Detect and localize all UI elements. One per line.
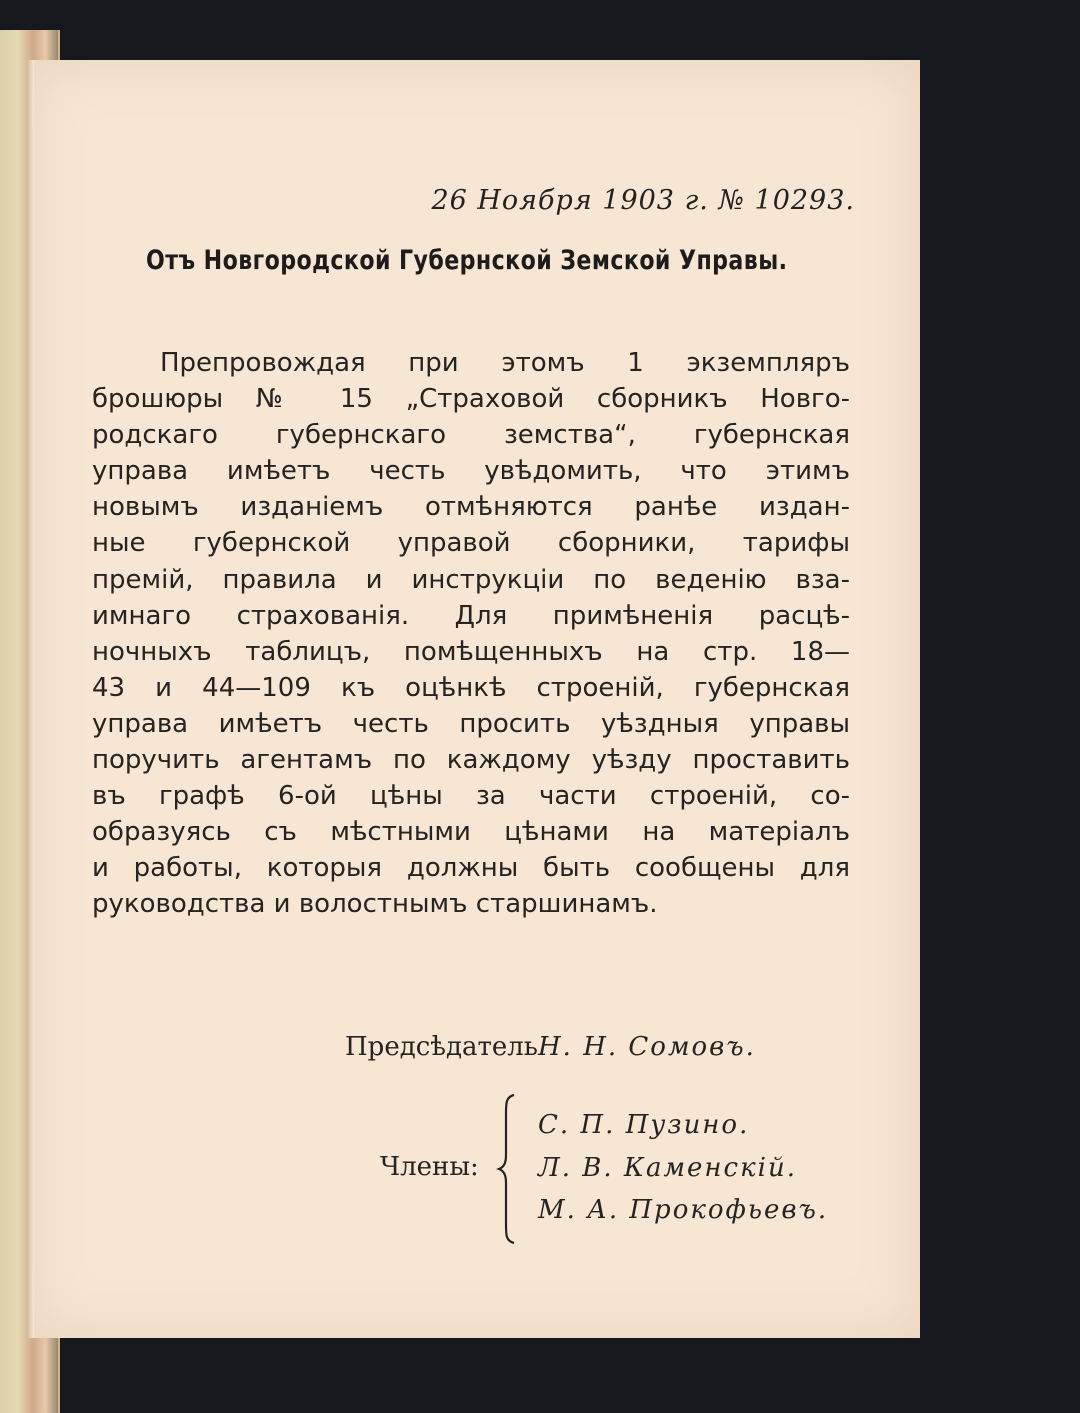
document-heading: Отъ Новгородской Губернской Земской Управы. <box>146 245 788 276</box>
dateline: 26 Ноября 1903 г. № 10293. <box>431 185 855 216</box>
body-line: поручить агентамъ по каждому уѣзду проставить <box>92 745 850 776</box>
page-edge <box>28 60 34 1338</box>
chairman-name-text: Н. Н. Сомовъ. <box>538 1032 756 1062</box>
body-line: образуясь съ мѣстными цѣнами на матеріалъ <box>92 817 850 848</box>
chairman-role: Предсѣдатель <box>345 1032 538 1062</box>
body-line: премій, правила и инструкціи по веденію вза- <box>92 564 850 595</box>
body-line: Препровождая при этомъ 1 экземпляръ <box>160 348 850 378</box>
body-line: новымъ изданіемъ отмѣняются ранѣе издан- <box>92 492 850 523</box>
body-line: въ графѣ 6-ой цѣны за части строеній, со- <box>92 781 850 812</box>
members-brace-icon <box>496 1093 520 1245</box>
body-line: имнаго страхованія. Для примѣненія расцѣ- <box>92 600 850 631</box>
body-paragraph <box>92 345 850 923</box>
member-name: С. П. Пузино. <box>538 1110 750 1140</box>
body-line: ночныхъ таблицъ, помѣщенныхъ на стр. 18— <box>92 636 850 667</box>
body-line: ные губернской управой сборники, тарифы <box>92 528 850 559</box>
body-line: 43 и 44—109 къ оцѣнкѣ строеній, губернская <box>92 672 850 703</box>
body-line: управа имѣетъ честь просить уѣздныя управы <box>92 708 850 739</box>
member-name: М. А. Прокофьевъ. <box>538 1195 829 1225</box>
body-line: и работы, которыя должны быть сообщены для <box>92 853 850 884</box>
body-line: руководства и волостнымъ старшинамъ. <box>92 889 658 920</box>
members-role: Члены: <box>380 1152 479 1182</box>
chairman-name <box>538 1032 756 1062</box>
member-name: Л. В. Каменскій. <box>538 1153 797 1183</box>
body-line: родскаго губернскаго земства“, губернская <box>92 420 850 451</box>
body-line: управа имѣетъ честь увѣдомить, что этимъ <box>92 456 850 487</box>
body-line: брошюры № 15 „Страховой сборникъ Новго- <box>92 384 850 415</box>
